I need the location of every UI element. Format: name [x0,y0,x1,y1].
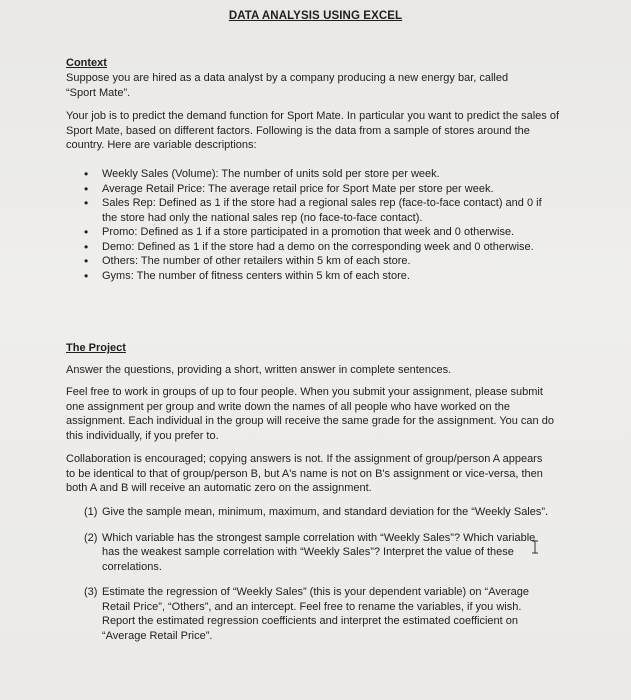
list-item: • Average Retail Price: The average retail price for Sport Mate per store per week. [84,181,494,196]
question-item: (1) Give the sample mean, minimum, maximum, and standard deviation for the “Weekly Sales”. [84,506,549,518]
bullet-icon: • [84,225,89,239]
document-title: DATA ANALYSIS USING EXCEL [228,10,403,22]
bullet-icon: • [84,167,89,181]
bullet-icon: • [84,239,89,254]
bullet-icon: • [84,181,89,196]
question-list [84,505,554,654]
question-item: (2) Which variable has the strongest sample correlation with “Weekly Sales”? Which variable has the weakest sample correlation with “Weekly Sales”? Interpret the value of these correlations. [84,531,536,573]
context-paragraph-1: Suppose you are hired as a data analyst by a company producing a new energy bar, called “Sport Mate”. [66,72,509,99]
list-item: • Demo: Defined as 1 if the store had a demo on the corresponding week and 0 otherwise. [84,239,534,254]
list-item: • Sales Rep: Defined as 1 if the store had a regional sales rep (face-to-face contact) and 0 if the store had only the national sales rep (no face-to-face contact). [84,196,542,224]
list-item: • Promo: Defined as 1 if a store participated in a promotion that week and 0 otherwise. [84,225,515,239]
bullet-icon: • [84,196,89,210]
context-heading: Context [66,57,107,69]
project-paragraph-1: Answer the questions, providing a short, written answer in complete sentences. [66,364,452,376]
project-heading: The Project [66,342,126,354]
context-paragraph-2: Your job is to predict the demand function for Sport Mate. In particular you want to predict the sales of Sport Mate, based on different factors. Following is the data from a sample of stores around the country. Here are variable descriptions: [66,110,560,151]
project-paragraph-2: Feel free to work in groups of up to four people. When you submit your assignment, please submit one assignment per group and write down the names of all people who have worked on the assignment. Each individual in the group will receive the same grade for the assignment. You can do this individually, if you prefer to. [66,386,554,442]
project-paragraph-3: Collaboration is encouraged; copying answers is not. If the assignment of group/person A appears to be identical to that of group/person B, but A's name is not on B's assignment or vice-versa, then both A and B will receive an automatic zero on the assignment. [66,453,543,494]
text-cursor-icon [531,540,539,554]
list-item: • Weekly Sales (Volume): The number of units sold per store per week. [84,167,440,181]
list-item: • Gyms: The number of fitness centers within 5 km of each store. [84,268,410,283]
bullet-icon: • [84,268,89,283]
bullet-icon: • [84,254,89,268]
list-item: • Others: The number of other retailers within 5 km of each store. [84,254,411,268]
variable-list [66,167,556,283]
question-item: (3) Estimate the regression of “Weekly Sales” (this is your dependent variable) on “Average Retail Price”, “Others”, and an intercept. Feel free to rename the variables, if you wish. Report the estimated regression coefficients and interpret the estimated coefficient on “Average Retail Price”. [84,586,529,642]
